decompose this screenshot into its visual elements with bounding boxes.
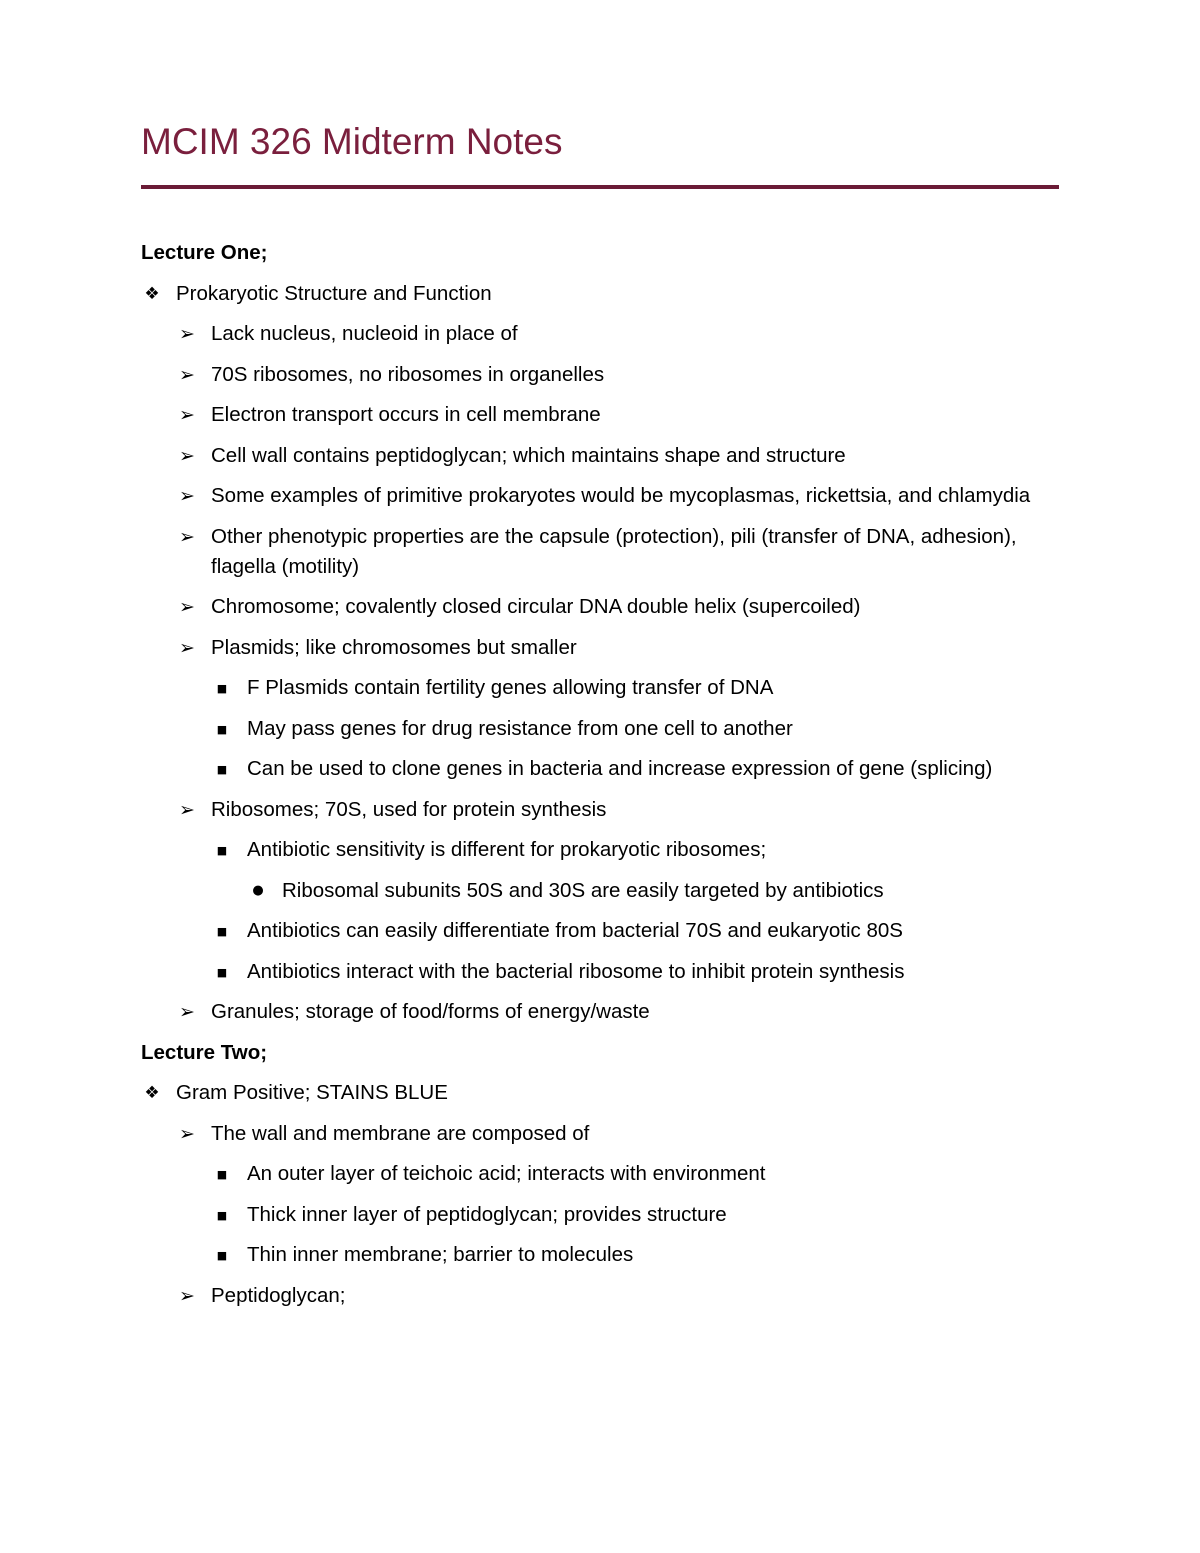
diamond-bullet-icon: ❖ [144,1083,160,1103]
square-bullet-icon: ■ [216,763,228,776]
diamond-bullet-icon: ❖ [144,283,160,304]
list-item-text: Peptidoglycan; [211,1283,346,1307]
arrow-bullet-icon: ➢ [179,1284,195,1307]
list-item [141,876,1059,906]
list-item [141,1078,1059,1108]
list-item-text: Electron transport occurs in cell membrane [211,403,601,426]
square-bullet-icon: ■ [216,682,228,695]
list-item [141,1119,1059,1149]
list-item-text: Other phenotypic properties are the capsule (protection), pili (transfer of DNA, adhesion), flagella (motility) [211,524,1017,578]
list-item-text: Some examples of primitive prokaryotes would be mycoplasmas, rickettsia, and chlamydia [211,484,1031,507]
list-item [141,957,1059,987]
list-item-text: May pass genes for drug resistance from one cell to another [247,716,793,740]
list-item [141,835,1059,865]
list-item-text: 70S ribosomes, no ribosomes in organelles [211,362,605,386]
arrow-bullet-icon: ➢ [179,798,195,821]
list-item-text: The wall and membrane are composed of [211,1121,590,1145]
arrow-bullet-icon: ➢ [179,1001,195,1023]
square-bullet-icon: ■ [216,844,228,857]
list-item [141,481,1059,511]
list-item-text: Granules; storage of food/forms of energy/waste [211,1000,650,1023]
list-item [141,633,1059,663]
arrow-bullet-icon: ➢ [179,596,195,618]
list-item [141,592,1059,622]
list-item-text: Thin inner membrane; barrier to molecules [247,1243,634,1266]
list-item [141,1159,1059,1189]
list-item [141,400,1059,430]
list-item-text: Cell wall contains peptidoglycan; which maintains shape and structure [211,443,846,467]
list-item-text: Chromosome; covalently closed circular DNA double helix (supercoiled) [211,595,861,618]
list-item [141,997,1059,1027]
list-item-text: Ribosomes; 70S, used for protein synthesis [211,797,607,821]
list-item [141,441,1059,471]
list-item [141,1200,1059,1230]
arrow-bullet-icon: ➢ [179,525,195,548]
list-item [141,916,1059,946]
list-item-text: Can be used to clone genes in bacteria and increase expression of gene (splicing) [247,757,993,780]
list-item-text: Antibiotic sensitivity is different for prokaryotic ribosomes; [247,838,767,861]
list-item [141,279,1059,309]
square-bullet-icon: ■ [216,1168,228,1181]
list-item-text: Plasmids; like chromosomes but smaller [211,635,577,659]
lecture-two-heading: Lecture Two; [141,1040,268,1064]
list-item-text: Thick inner layer of peptidoglycan; provides structure [247,1202,727,1226]
arrow-bullet-icon: ➢ [179,636,195,659]
square-bullet-icon: ■ [216,1208,228,1222]
list-item-text: F Plasmids contain fertility genes allowing transfer of DNA [247,676,774,699]
topic-label: Prokaryotic Structure and Function [176,281,492,305]
list-item-text: Lack nucleus, nucleoid in place of [211,322,518,345]
list-item [141,795,1059,825]
square-bullet-icon: ■ [216,1249,228,1262]
square-bullet-icon: ■ [216,965,228,979]
dot-bullet-icon: ● [252,882,264,898]
list-item [141,1240,1059,1270]
title-divider [141,185,1059,189]
lecture-one-heading: Lecture One; [141,241,268,264]
arrow-bullet-icon: ➢ [179,444,195,467]
notes-body [141,238,1059,1321]
arrow-bullet-icon: ➢ [179,1122,195,1145]
list-item [141,673,1059,703]
square-bullet-icon: ■ [216,925,228,938]
square-bullet-icon: ■ [216,722,228,736]
list-item-text: An outer layer of teichoic acid; interacts with environment [247,1162,766,1185]
arrow-bullet-icon: ➢ [179,485,195,507]
document-title: MCIM 326 Midterm Notes [141,121,563,162]
topic-label: Gram Positive; STAINS BLUE [176,1081,448,1104]
arrow-bullet-icon: ➢ [179,323,195,345]
list-item [141,754,1059,784]
list-item-text: Ribosomal subunits 50S and 30S are easily targeted by antibiotics [282,878,884,902]
list-item [141,1281,1059,1311]
list-item [141,319,1059,349]
arrow-bullet-icon: ➢ [179,404,195,426]
list-item-text: Antibiotics interact with the bacterial ribosome to inhibit protein synthesis [247,959,905,983]
list-item [141,360,1059,390]
list-item [141,714,1059,744]
arrow-bullet-icon: ➢ [179,363,195,386]
list-item-text: Antibiotics can easily differentiate from bacterial 70S and eukaryotic 80S [247,919,903,942]
list-item [141,522,1059,582]
